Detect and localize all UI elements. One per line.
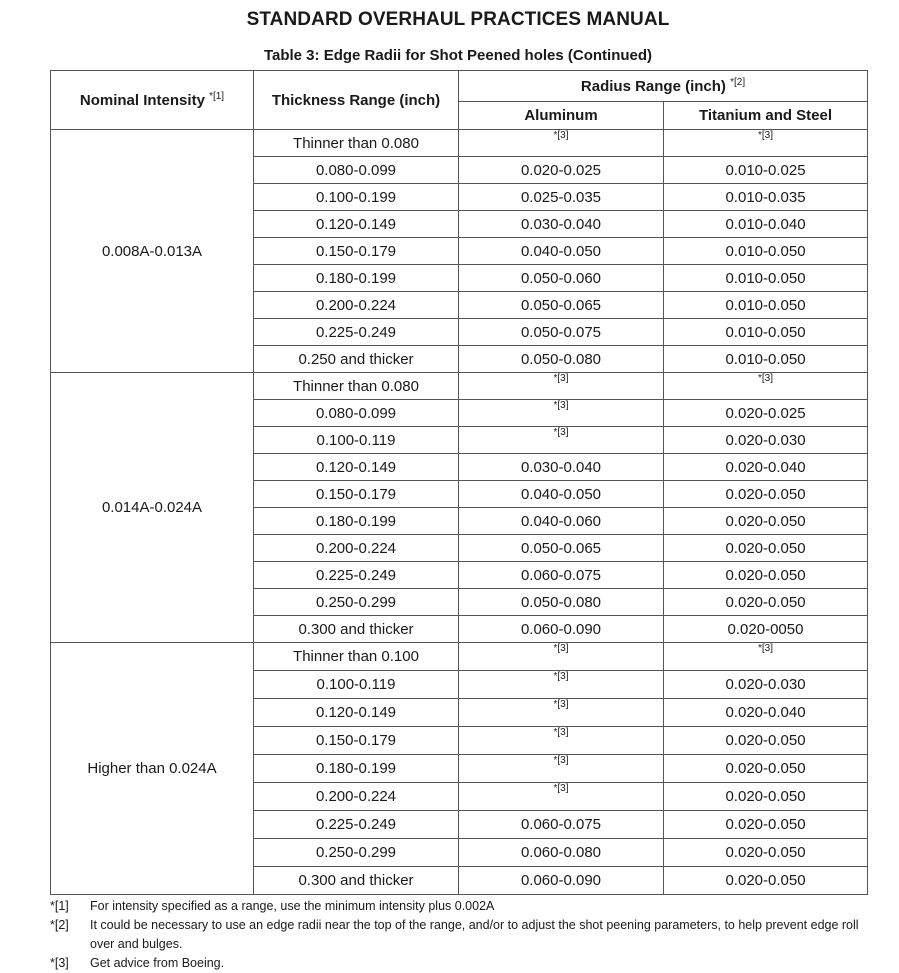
manual-title: STANDARD OVERHAUL PRACTICES MANUAL [246, 9, 670, 30]
aluminum-cell: *[3] [459, 643, 664, 671]
thickness-cell: 0.200-0.224 [254, 292, 459, 319]
aluminum-cell: 0.060-0.075 [459, 811, 664, 839]
aluminum-cell: 0.060-0.080 [459, 839, 664, 867]
aluminum-cell: *[3] [459, 130, 664, 157]
titanium-steel-cell: 0.020-0.050 [664, 867, 868, 895]
thickness-cell: 0.100-0.119 [254, 427, 459, 454]
thickness-cell: 0.200-0.224 [254, 783, 459, 811]
thickness-cell: 0.180-0.199 [254, 508, 459, 535]
titanium-steel-cell: 0.020-0.050 [664, 481, 868, 508]
aluminum-cell: 0.050-0.080 [459, 589, 664, 616]
titanium-steel-cell: 0.020-0.050 [664, 811, 868, 839]
thickness-cell: 0.100-0.119 [254, 671, 459, 699]
titanium-steel-cell: 0.010-0.050 [664, 346, 868, 373]
titanium-steel-cell: 0.020-0.050 [664, 727, 868, 755]
table-caption: Table 3: Edge Radii for Shot Peened holes (Continued) [263, 47, 653, 64]
thickness-cell: 0.120-0.149 [254, 211, 459, 238]
aluminum-cell: *[3] [459, 427, 664, 454]
footnote-key: *[2] [50, 918, 69, 932]
thickness-cell: 0.225-0.249 [254, 562, 459, 589]
titanium-steel-cell: 0.010-0.050 [664, 265, 868, 292]
nominal-intensity-cell: Higher than 0.024A [51, 643, 254, 895]
thickness-cell: Thinner than 0.080 [254, 130, 459, 157]
thickness-cell: 0.150-0.179 [254, 481, 459, 508]
aluminum-cell: 0.060-0.090 [459, 616, 664, 643]
titanium-steel-cell: *[3] [664, 643, 868, 671]
aluminum-cell: 0.040-0.050 [459, 238, 664, 265]
thickness-cell: 0.300 and thicker [254, 616, 459, 643]
header-radius-range: Radius Range (inch) $^{*[2]}$ [459, 71, 868, 102]
thickness-cell: 0.180-0.199 [254, 755, 459, 783]
table-body [51, 130, 868, 895]
footnote-ref-2: *[2] [730, 77, 746, 88]
titanium-steel-cell: 0.020-0.050 [664, 589, 868, 616]
titanium-steel-cell: 0.010-0.035 [664, 184, 868, 211]
aluminum-cell: 0.050-0.060 [459, 265, 664, 292]
aluminum-cell: *[3] [459, 373, 664, 400]
thickness-cell: 0.150-0.179 [254, 238, 459, 265]
titanium-steel-cell: 0.020-0.040 [664, 699, 868, 727]
thickness-cell: 0.150-0.179 [254, 727, 459, 755]
titanium-steel-cell: 0.020-0.040 [664, 454, 868, 481]
header-aluminum: Aluminum [459, 102, 664, 130]
titanium-steel-cell: 0.020-0.025 [664, 400, 868, 427]
thickness-cell: 0.200-0.224 [254, 535, 459, 562]
titanium-steel-cell: *[3] [664, 373, 868, 400]
aluminum-cell: *[3] [459, 671, 664, 699]
header-titanium-steel: Titanium and Steel [664, 102, 868, 130]
nominal-intensity-cell: 0.008A-0.013A [51, 130, 254, 373]
thickness-cell: 0.080-0.099 [254, 400, 459, 427]
titanium-steel-cell: *[3] [664, 130, 868, 157]
footnote-text: Get advice from Boeing. [90, 956, 225, 970]
titanium-steel-cell: 0.020-0.050 [664, 755, 868, 783]
edge-radii-table [50, 70, 868, 895]
titanium-steel-cell: 0.010-0.050 [664, 319, 868, 346]
thickness-cell: 0.250 and thicker [254, 346, 459, 373]
header-thickness-range: Thickness Range (inch) [254, 71, 459, 130]
titanium-steel-cell: 0.020-0.030 [664, 427, 868, 454]
aluminum-cell: 0.030-0.040 [459, 211, 664, 238]
aluminum-cell: 0.050-0.065 [459, 535, 664, 562]
footnote [50, 897, 880, 916]
aluminum-cell: 0.020-0.025 [459, 157, 664, 184]
nominal-intensity-cell: 0.014A-0.024A [51, 373, 254, 643]
aluminum-cell: *[3] [459, 783, 664, 811]
aluminum-cell: *[3] [459, 699, 664, 727]
aluminum-cell: 0.040-0.060 [459, 508, 664, 535]
thickness-cell: 0.100-0.199 [254, 184, 459, 211]
thickness-cell: Thinner than 0.100 [254, 643, 459, 671]
aluminum-cell: 0.025-0.035 [459, 184, 664, 211]
footnote [50, 916, 880, 954]
aluminum-cell: 0.060-0.075 [459, 562, 664, 589]
thickness-cell: 0.080-0.099 [254, 157, 459, 184]
footnote-text: It could be necessary to use an edge radii near the top of the range, and/or to adjust the shot peening parameters, to help prevent edge roll over and bulges. [90, 918, 859, 951]
titanium-steel-cell: 0.020-0.050 [664, 535, 868, 562]
titanium-steel-cell: 0.020-0.050 [664, 783, 868, 811]
footnote [50, 954, 880, 973]
aluminum-cell: *[3] [459, 755, 664, 783]
footnote-key: *[3] [50, 956, 69, 970]
aluminum-cell: 0.040-0.050 [459, 481, 664, 508]
thickness-cell: 0.120-0.149 [254, 454, 459, 481]
aluminum-cell: 0.050-0.080 [459, 346, 664, 373]
thickness-cell: 0.120-0.149 [254, 699, 459, 727]
thickness-cell: 0.225-0.249 [254, 811, 459, 839]
aluminum-cell: 0.060-0.090 [459, 867, 664, 895]
titanium-steel-cell: 0.020-0.050 [664, 508, 868, 535]
table-row [51, 643, 868, 671]
thickness-cell: 0.250-0.299 [254, 589, 459, 616]
thickness-cell: 0.180-0.199 [254, 265, 459, 292]
table-row [51, 130, 868, 157]
aluminum-cell: 0.050-0.065 [459, 292, 664, 319]
footnote-ref-1: *[1] [209, 91, 225, 102]
titanium-steel-cell: 0.020-0.030 [664, 671, 868, 699]
titanium-steel-cell: 0.010-0.050 [664, 292, 868, 319]
thickness-cell: 0.300 and thicker [254, 867, 459, 895]
header-nominal-intensity: Nominal Intensity $^{*[1]}$ [51, 71, 254, 130]
aluminum-cell: *[3] [459, 727, 664, 755]
aluminum-cell: 0.050-0.075 [459, 319, 664, 346]
titanium-steel-cell: 0.020-0.050 [664, 839, 868, 867]
titanium-steel-cell: 0.010-0.050 [664, 238, 868, 265]
thickness-cell: Thinner than 0.080 [254, 373, 459, 400]
aluminum-cell: 0.030-0.040 [459, 454, 664, 481]
titanium-steel-cell: 0.010-0.040 [664, 211, 868, 238]
titanium-steel-cell: 0.010-0.025 [664, 157, 868, 184]
thickness-cell: 0.225-0.249 [254, 319, 459, 346]
footnote-text: For intensity specified as a range, use the minimum intensity plus 0.002A [90, 899, 495, 913]
footnote-key: *[1] [50, 899, 69, 913]
table-row [51, 373, 868, 400]
aluminum-cell: *[3] [459, 400, 664, 427]
footnotes [50, 897, 880, 973]
thickness-cell: 0.250-0.299 [254, 839, 459, 867]
titanium-steel-cell: 0.020-0.050 [664, 562, 868, 589]
titanium-steel-cell: 0.020-0050 [664, 616, 868, 643]
